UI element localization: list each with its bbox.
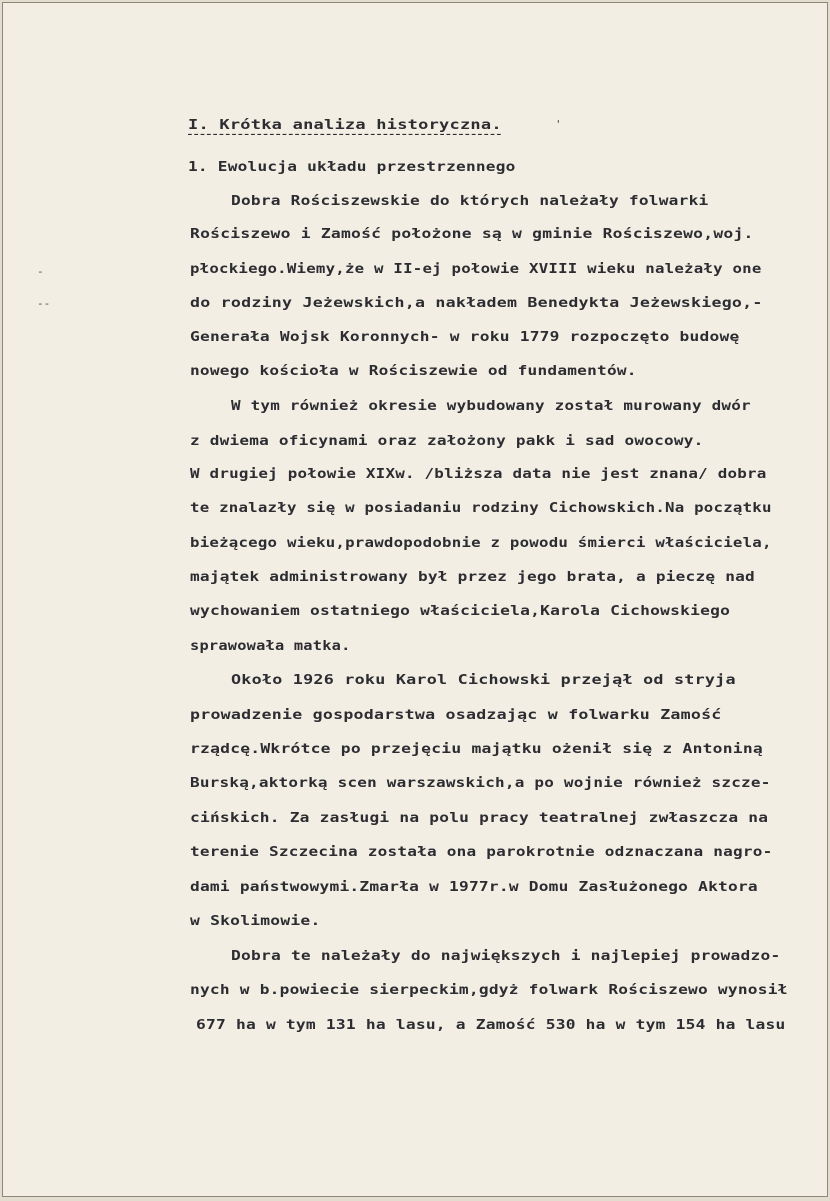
text-line: Dobra te należały do największych i najlepiej prowadzo-: [231, 949, 781, 964]
text-line: W drugiej połowie XIXw. /bliższa data nie jest znana/ dobra: [190, 467, 767, 482]
text-line: nowego kościoła w Rościszewie od fundamentów.: [190, 364, 637, 379]
text-line: dami państwowymi.Zmarła w 1977r.w Domu Zasłużonego Aktora: [190, 880, 758, 895]
text-line: Około 1926 roku Karol Cichowski przejął od stryja: [231, 673, 736, 688]
text-line: nych w b.powiecie sierpeckim,gdyż folwark Rościszewo wynosił: [190, 983, 788, 998]
text-line: prowadzenie gospodarstwa osadzając w folwarku Zamość: [190, 708, 722, 723]
text-line: W tym również okresie wybudowany został murowany dwór: [231, 399, 751, 414]
text-line: Burską,aktorką scen warszawskich,a po wojnie również szcze-: [190, 776, 771, 791]
subsection-heading: 1. Ewolucja układu przestrzennego: [188, 160, 516, 175]
text-line: bieżącego wieku,prawdopodobnie z powodu śmierci właściciela,: [190, 536, 772, 551]
text-line: do rodziny Jeżewskich,a nakładem Benedykta Jeżewskiego,-: [190, 296, 763, 311]
text-line: Dobra Rościszewskie do których należały folwarki: [231, 194, 709, 209]
text-line: te znalazły się w posiadaniu rodziny Cichowskich.Na początku: [190, 501, 772, 516]
text-line: Rościszewo i Zamość położone są w gminie Rościszewo,woj.: [190, 227, 754, 242]
text-line: wychowaniem ostatniego właściciela,Karola Cichowskiego: [190, 604, 731, 619]
text-line: sprawowała matka.: [190, 639, 351, 654]
text-line: Generała Wojsk Koronnych- w roku 1779 rozpoczęto budowę: [190, 330, 740, 345]
heading-tick-mark: ': [555, 118, 562, 131]
section-heading: I. Krótka analiza historyczna.: [188, 118, 502, 133]
text-line: cińskich. Za zasługi na polu pracy teatralnej zwłaszcza na: [190, 811, 769, 826]
text-line: płockiego.Wiemy,że w II-ej połowie XVIII wieku należały one: [190, 262, 762, 277]
margin-mark-1: -: [37, 265, 44, 278]
text-line: terenie Szczecina została ona parokrotnie odznaczana nagro-: [190, 845, 773, 860]
text-line: rządcę.Wkrótce po przejęciu majątku ożenił się z Antoniną: [190, 742, 763, 757]
text-line: majątek administrowany był przez jego brata, a pieczę nad: [190, 570, 755, 585]
text-line: z dwiema oficynami oraz założony pakk i sad owocowy.: [190, 434, 704, 449]
margin-mark-2: --: [37, 297, 51, 310]
typed-document-page: [2, 2, 828, 1197]
text-line: 677 ha w tym 131 ha lasu, a Zamość 530 ha w tym 154 ha lasu: [196, 1018, 786, 1033]
text-line: w Skolimowie.: [190, 914, 321, 929]
